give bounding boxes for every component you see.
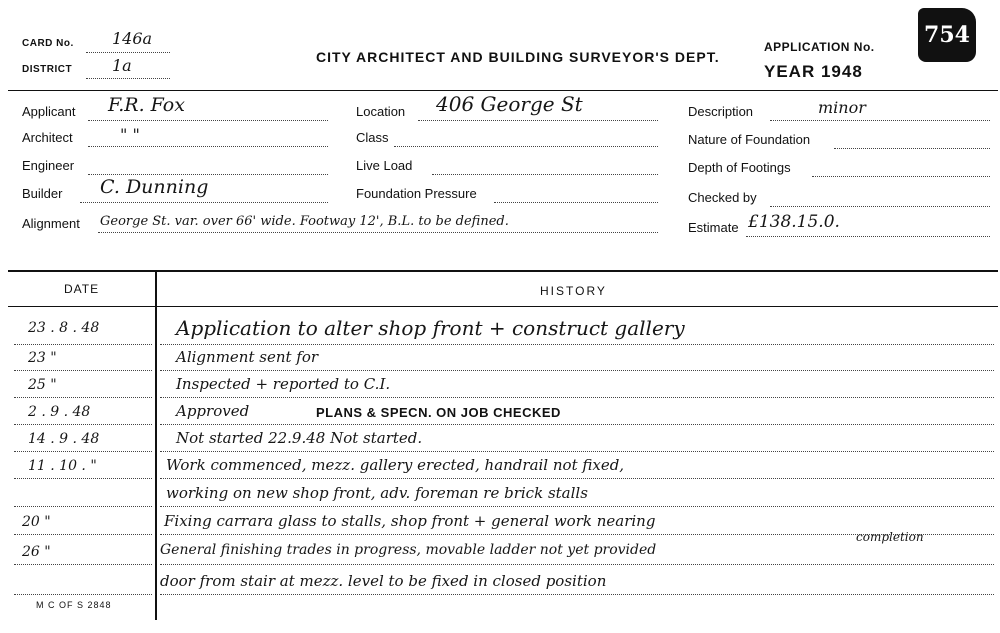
checked-by-line: [770, 206, 990, 207]
history-entry: Fixing carrara glass to stalls, shop front + general work nearing: [164, 512, 656, 530]
description-line: [770, 120, 990, 121]
card-no-value: 146a: [112, 29, 153, 48]
completion-note: completion: [856, 530, 924, 544]
nature-of-foundation-label: Nature of Foundation: [688, 132, 811, 147]
date-header: DATE: [64, 282, 100, 296]
row-date-line: [14, 451, 152, 452]
description-value: minor: [818, 98, 866, 117]
row-date-line: [14, 370, 152, 371]
history-entry: door from stair at mezz. level to be fixed in closed position: [160, 572, 607, 590]
history-date: 23 . 8 . 48: [28, 320, 100, 336]
applicant-label: Applicant: [22, 104, 76, 119]
alignment-label: Alignment: [22, 216, 80, 231]
checked-by-label: Checked by: [688, 190, 757, 205]
district-label: DISTRICT: [22, 64, 73, 75]
engineer-label: Engineer: [22, 158, 75, 173]
history-header: HISTORY: [540, 284, 607, 298]
location-value: 406 George St: [436, 92, 583, 116]
class-label: Class: [356, 130, 389, 145]
row-line: [160, 451, 994, 452]
district-value: 1a: [112, 56, 132, 75]
history-date: 11 . 10 . ": [28, 458, 97, 474]
estimate-line: [746, 236, 990, 237]
history-date: 26 ": [22, 544, 51, 560]
row-date-line: [14, 397, 152, 398]
history-date: 2 . 9 . 48: [28, 404, 91, 420]
history-entry: Work commenced, mezz. gallery erected, handrail not fixed,: [166, 456, 625, 474]
architect-line: [88, 146, 328, 147]
form-code: M C OF S 2848: [36, 600, 112, 610]
history-entry: Inspected + reported to C.I.: [176, 375, 391, 393]
nature-of-foundation-line: [834, 148, 990, 149]
row-line: [160, 564, 994, 565]
card-no-label: CARD No.: [22, 38, 74, 49]
row-line: [160, 424, 994, 425]
district-line: [86, 78, 170, 79]
application-number-stamp: 754: [918, 8, 976, 62]
application-no-label: APPLICATION No.: [764, 40, 875, 54]
row-line: [160, 397, 994, 398]
foundation-pressure-label: Foundation Pressure: [356, 186, 477, 201]
history-entry: General finishing trades in progress, movable ladder not yet provided: [160, 542, 657, 558]
row-line: [160, 370, 994, 371]
applicant-value: F.R. Fox: [108, 94, 185, 116]
table-header-rule: [8, 306, 998, 307]
estimate-label: Estimate: [688, 220, 739, 235]
department-title: CITY ARCHITECT AND BUILDING SURVEYOR'S DEPT.: [316, 49, 720, 65]
row-date-line: [14, 478, 152, 479]
description-label: Description: [688, 104, 754, 119]
row-date-line: [14, 424, 152, 425]
row-date-line: [14, 534, 152, 535]
history-date: 14 . 9 . 48: [28, 431, 100, 447]
class-line: [394, 146, 658, 147]
plans-checked-stamp: PLANS & SPECN. ON JOB CHECKED: [316, 405, 561, 420]
location-label: Location: [356, 104, 406, 119]
engineer-line: [88, 174, 328, 175]
row-line: [160, 478, 994, 479]
card-no-line: [86, 52, 170, 53]
row-date-line: [14, 564, 152, 565]
history-entry: Not started 22.9.48 Not started.: [176, 429, 423, 447]
row-date-line: [14, 344, 152, 345]
row-line: [160, 344, 994, 345]
depth-of-footings-label: Depth of Footings: [688, 160, 791, 175]
builder-label: Builder: [22, 186, 63, 201]
live-load-line: [432, 174, 658, 175]
live-load-label: Live Load: [356, 158, 413, 173]
row-date-line: [14, 506, 152, 507]
row-line: [160, 594, 994, 595]
estimate-value: £138.15.0.: [748, 212, 840, 232]
history-entry: Approved: [176, 402, 250, 420]
history-date: 25 ": [28, 377, 57, 393]
history-date: 20 ": [22, 514, 51, 530]
applicant-line: [88, 120, 328, 121]
alignment-value: George St. var. over 66' wide. Footway 12', B.L. to be defined.: [100, 214, 509, 229]
history-entry: Application to alter shop front + construct gallery: [176, 316, 685, 340]
history-entry: Alignment sent for: [176, 348, 319, 366]
history-entry: working on new shop front, adv. foreman re brick stalls: [166, 484, 588, 502]
architect-label: Architect: [22, 130, 73, 145]
row-line: [160, 506, 994, 507]
header-rule: [8, 90, 998, 91]
year-label: YEAR 1948: [764, 62, 863, 81]
history-date: 23 ": [28, 350, 57, 366]
location-line: [418, 120, 658, 121]
builder-value: C. Dunning: [100, 176, 209, 198]
builder-line: [80, 202, 328, 203]
table-column-divider: [155, 272, 157, 620]
architect-value: " ": [120, 125, 140, 144]
alignment-line: [98, 232, 658, 233]
foundation-pressure-line: [494, 202, 658, 203]
row-date-line: [14, 594, 152, 595]
depth-of-footings-line: [812, 176, 990, 177]
